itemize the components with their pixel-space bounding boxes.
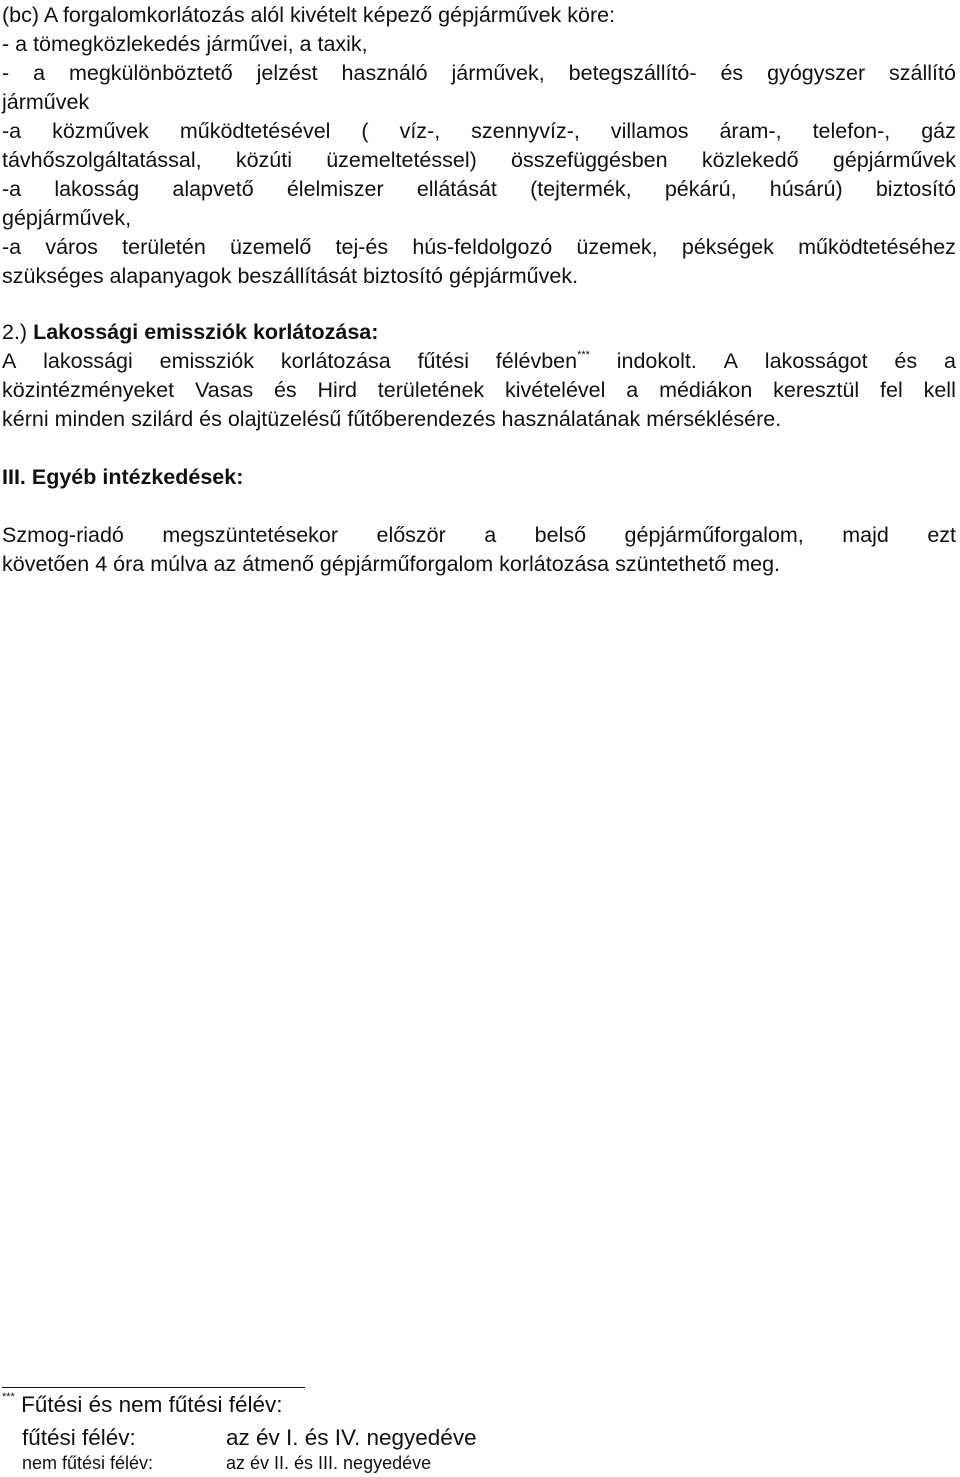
section-2-title: Lakossági emissziók korlátozása:: [33, 320, 379, 344]
word: tej-és: [335, 235, 389, 259]
word: áram-,: [719, 119, 782, 143]
word: Szmog-riadó: [2, 523, 124, 547]
section-2-line-2: [2, 376, 956, 405]
bc-line-2: - a tömegközlekedés járművei, a taxik,: [2, 32, 368, 56]
word: majd: [842, 523, 889, 547]
word: húsárú): [769, 177, 843, 201]
word: lakosságot: [764, 349, 868, 373]
word: ellátását: [416, 177, 497, 201]
word: a: [484, 523, 497, 547]
bc-line-6: [2, 146, 956, 175]
word: közlekedő: [701, 148, 799, 172]
footnote-row-value: az év II. és III. negyedéve: [226, 1453, 432, 1473]
word: megszüntetésekor: [162, 523, 339, 547]
word: üzemeltetéssel): [326, 148, 477, 172]
word: alapvető: [172, 177, 254, 201]
word: és: [273, 378, 297, 402]
word: közművek: [52, 119, 149, 143]
word: szállító: [889, 61, 956, 85]
word: üzemelő: [230, 235, 312, 259]
word: és: [720, 61, 744, 85]
word: A: [2, 349, 17, 373]
word: médiákon: [659, 378, 753, 402]
footnote-divider: [2, 1387, 305, 1388]
word: pékárú,: [664, 177, 737, 201]
word: járművek,: [451, 61, 545, 85]
word: -a: [2, 235, 22, 259]
word: használó: [341, 61, 428, 85]
word: ezt: [927, 523, 956, 547]
word: megkülönböztető: [68, 61, 233, 85]
footnote-title: [2, 1390, 282, 1420]
word: lakossági: [43, 349, 133, 373]
word: élelmiszer: [286, 177, 384, 201]
word: a: [626, 378, 639, 402]
word: a: [943, 349, 956, 373]
word: emissziók: [159, 349, 254, 373]
word: szennyvíz-,: [471, 119, 580, 143]
word: félévben***: [495, 349, 590, 373]
word: gyógyszer: [767, 61, 866, 85]
word: fel: [880, 378, 903, 402]
word: belső: [534, 523, 587, 547]
word: város: [45, 235, 98, 259]
word: működtetésével: [179, 119, 331, 143]
word: A: [723, 349, 738, 373]
section-2-heading: [2, 318, 378, 347]
section-2-line-3: kérni minden szilárd és olajtüzelésű fűtőberendezés használatának mérséklésére.: [2, 407, 782, 431]
bc-line-1: (bc) A forgalomkorlátozás alól kivételt képező gépjárművek köre:: [2, 3, 616, 27]
footnote-title-text: Fűtési és nem fűtési félév:: [21, 1392, 283, 1417]
section-3-line-1: [2, 521, 956, 550]
bc-line-4: járművek: [2, 90, 90, 114]
bc-line-10: szükséges alapanyagok beszállítását biztosító gépjárművek.: [2, 264, 579, 288]
word: kell: [923, 378, 956, 402]
word: kivételével: [505, 378, 606, 402]
word: működtetéséhez: [798, 235, 956, 259]
bc-line-3: [2, 59, 956, 88]
word: -: [2, 61, 10, 85]
word: hús-feldolgozó: [412, 235, 553, 259]
word: -a: [2, 177, 22, 201]
word: összefüggésben: [511, 148, 668, 172]
word: (tejtermék,: [530, 177, 632, 201]
word: először: [376, 523, 446, 547]
word: korlátozása: [280, 349, 391, 373]
bc-line-5: [2, 117, 956, 146]
word: -a: [2, 119, 22, 143]
word: pékségek: [681, 235, 774, 259]
word: és: [894, 349, 918, 373]
section-2-line-1: [2, 347, 956, 376]
word: közintézményeket: [2, 378, 175, 402]
word: Vasas: [194, 378, 254, 402]
word: (: [361, 119, 369, 143]
word: fűtési: [417, 349, 469, 373]
word: gépjárműforgalom,: [624, 523, 804, 547]
section-2-number: 2.): [2, 320, 28, 344]
word: keresztül: [773, 378, 860, 402]
word: jelzést: [256, 61, 318, 85]
footnote-mark: ***: [2, 1391, 15, 1403]
word: indokolt.: [616, 349, 697, 373]
word: villamos: [610, 119, 689, 143]
word: közúti: [235, 148, 292, 172]
footnote-row-heating: [22, 1424, 477, 1452]
section-3-heading: III. Egyéb intézkedések:: [2, 465, 244, 489]
bc-line-9: [2, 233, 956, 262]
word: biztosító: [875, 177, 956, 201]
footnote-row-non-heating: [22, 1450, 431, 1476]
word: gépjárművek: [832, 148, 956, 172]
word: területén: [122, 235, 206, 259]
word: telefon-,: [812, 119, 891, 143]
word: távhőszolgáltatással,: [2, 148, 202, 172]
bc-line-8: gépjárművek,: [2, 206, 132, 230]
footnote-row-label: fűtési félév:: [22, 1425, 136, 1450]
bc-line-7: [2, 175, 956, 204]
footnote-reference: ***: [577, 349, 590, 361]
word: lakosság: [54, 177, 140, 201]
word: üzemek,: [576, 235, 658, 259]
word: gáz: [921, 119, 956, 143]
word: víz-,: [399, 119, 441, 143]
word: a: [33, 61, 46, 85]
word: területének: [377, 378, 485, 402]
word: Hird: [317, 378, 357, 402]
footnote-row-label: nem fűtési félév:: [22, 1453, 154, 1473]
section-3-line-2: követően 4 óra múlva az átmenő gépjárműforgalom korlátozása szüntethető meg.: [2, 552, 781, 576]
word: betegszállító-: [568, 61, 697, 85]
footnote-row-value: az év I. és IV. negyedéve: [226, 1425, 477, 1450]
